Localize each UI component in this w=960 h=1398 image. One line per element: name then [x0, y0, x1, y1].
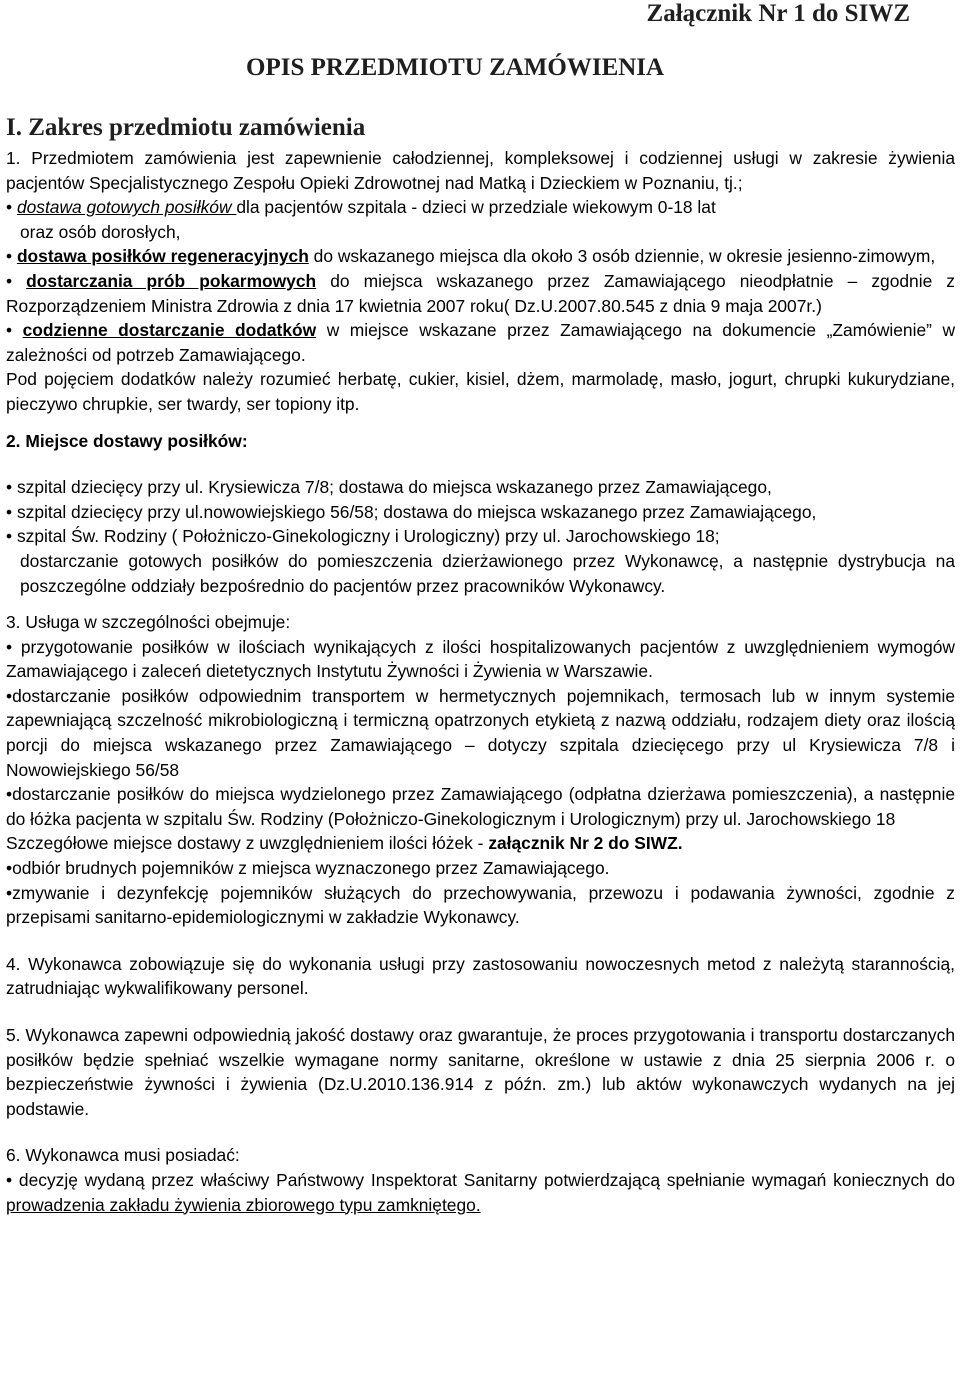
- bullet: •: [6, 1169, 13, 1190]
- note-reference: załącznik Nr 2 do SIWZ.: [488, 833, 683, 854]
- document-body: [6, 146, 955, 1217]
- bullet: •: [6, 882, 13, 903]
- annex-label: Załącznik Nr 1 do SIWZ: [646, 0, 910, 27]
- list-item: [6, 244, 955, 269]
- list-item: [6, 1168, 955, 1217]
- list-item: [6, 195, 955, 220]
- item-lead: dostawa gotowych posiłków: [16, 197, 237, 218]
- list-item: [6, 635, 955, 684]
- item-text: do miejsca wskazanego przez Zamawiającego nieodpłatnie – zgodnie z Rozporządzeniem Ministra Zdrowia z dnia 17 kwietnia 2007 roku( Dz.U.2007.80.545 z dnia 9 maja 2007r.): [6, 270, 955, 316]
- bullet: •: [6, 636, 13, 657]
- list-item: [6, 782, 955, 831]
- bullet: •: [6, 526, 13, 547]
- bullet: •: [6, 270, 13, 291]
- item-text: szpital Św. Rodziny ( Położniczo-Ginekologiczny i Urologiczny) przy ul. Jarochowskiego 18;: [16, 526, 720, 547]
- item-text: dla pacjentów szpitala - dzieci w przedziale wiekowym 0-18 lat: [236, 197, 716, 218]
- bullet: •: [6, 477, 13, 498]
- item-text: decyzję wydaną przez właściwy Państwowy Inspektorat Sanitarny potwierdzającą spełnianie wymagań koniecznych do: [18, 1169, 955, 1190]
- section-6-heading: 6. Wykonawca musi posiadać:: [6, 1145, 240, 1166]
- section-1-heading: I. Zakres przedmiotu zamówienia: [6, 114, 366, 141]
- bullet: •: [6, 197, 13, 218]
- section-2-heading: 2. Miejsce dostawy posiłków:: [6, 430, 248, 451]
- item-text: dostarczanie posiłków odpowiednim transportem w hermetycznych pojemnikach, termosach lub w innym systemie zapewniającą szczelność mikrobiologiczną i termiczną opatrzonych etykietą z nazwą oddziału, rodzajem diety oraz ilością porcji do miejsca wskazanego przez Zamawiającego – dotyczy szpitala dziecięcego przy ul Krysiewicza 7/8 i Nowowiejskiego 56/58: [6, 685, 955, 780]
- item-lead: dostarczania prób pokarmowych: [26, 270, 317, 291]
- item-text: zmywanie i dezynfekcję pojemników służących do przechowywania, przewozu i podawania żywności, zgodnie z przepisami sanitarno-epidemiologicznymi w zakładzie Wykonawcy.: [6, 882, 955, 928]
- item-underlined: prowadzenia zakładu żywienia zbiorowego typu zamkniętego.: [6, 1194, 481, 1215]
- section-4-paragraph: 4. Wykonawca zobowiązuje się do wykonania usługi przy zastosowaniu nowoczesnych metod z należytą starannością, zatrudniając wykwalifikowany personel.: [6, 953, 955, 999]
- list-item: [6, 524, 955, 549]
- item-text: szpital dziecięcy przy ul. Krysiewicza 7/8; dostawa do miejsca wskazanego przez Zamawiającego,: [16, 477, 772, 498]
- item-text: do wskazanego miejsca dla około 3 osób dziennie, w okresie jesienno-zimowym,: [308, 246, 936, 267]
- bullet: •: [6, 784, 13, 805]
- document-title: OPIS PRZEDMIOTU ZAMÓWIENIA: [246, 54, 665, 81]
- note-text: Szczegółowe miejsce dostawy z uwzględnieniem ilości łóżek -: [6, 833, 489, 854]
- delivery-note: [6, 831, 955, 856]
- item-lead: dostawa posiłków regeneracyjnych: [16, 246, 309, 267]
- item-text: szpital dziecięcy przy ul.nowowiejskiego 56/58; dostawa do miejsca wskazanego przez Zamawiającego,: [16, 501, 817, 522]
- list-item: [6, 269, 955, 318]
- list-item: [6, 856, 955, 881]
- list-item: [6, 500, 955, 525]
- section-5-paragraph: 5. Wykonawca zapewni odpowiednią jakość dostawy oraz gwarantuje, że proces przygotowania i transportu dostarczanych posiłków będzie spełniać wszelkie wymagane normy sanitarne, określone w ustawie z dnia 25 sierpnia 2006 r. o bezpieczeństwie żywności i żywienia (Dz.U.2010.136.914 z późn. zm.) lub aktów wykonawczych wydanych na jej podstawie.: [6, 1025, 955, 1119]
- item-text: przygotowanie posiłków w ilościach wynikających z ilości hospitalizowanych pacjentów z uwzględnieniem wymogów Zamawiającego i zaleceń dietetycznych Instytutu Żywności i Żywienia w Warszawie.: [6, 636, 955, 682]
- bullet: •: [6, 501, 13, 522]
- bullet: •: [6, 320, 13, 341]
- item-text: dostarczanie posiłków do miejsca wydzielonego przez Zamawiającego (odpłatna dzierżawa pomieszczenia), a następnie do łóżka pacjenta w szpitalu Św. Rodziny (Położniczo-Ginekologicznym i Urologicznym) przy ul. Jarochowskiego 18: [6, 784, 955, 829]
- item-lead: codzienne dostarczanie dodatków: [22, 320, 317, 341]
- item-continuation: dostarczanie gotowych posiłków do pomieszczenia dzierżawionego przez Wykonawcę, a następnie dystrybucja na poszczególne oddziały bezpośrednio do pacjentów przez pracowników Wykonawcy.: [20, 550, 955, 596]
- paragraph-additions: Pod pojęciem dodatków należy rozumieć herbatę, cukier, kisiel, dżem, marmoladę, masło, jogurt, chrupki kukurydziane, pieczywo chrupkie, ser twardy, ser topiony itp.: [6, 369, 955, 414]
- list-item: [6, 318, 955, 367]
- bullet: •: [6, 246, 13, 267]
- paragraph-scope: 1. Przedmiotem zamówienia jest zapewnienie całodziennej, kompleksowej i codziennej usługi w zakresie żywienia pacjentów Specjalistycznego Zespołu Opieki Zdrowotnej nad Matką i Dzieckiem w Poznaniu, tj.;: [6, 148, 955, 193]
- list-item: [6, 684, 955, 782]
- item-text: w miejsce wskazane przez Zamawiającego na dokumencie „Zamówienie” w zależności od potrzeb Zamawiającego.: [6, 320, 956, 365]
- bullet: •: [6, 685, 13, 706]
- bullet: •: [6, 858, 13, 879]
- list-item: [6, 881, 955, 930]
- section-3-heading: 3. Usługa w szczególności obejmuje:: [6, 612, 291, 633]
- item-continuation: oraz osób dorosłych,: [20, 221, 181, 242]
- list-item: [6, 475, 955, 500]
- item-text: odbiór brudnych pojemników z miejsca wyznaczonego przez Zamawiającego.: [12, 858, 610, 879]
